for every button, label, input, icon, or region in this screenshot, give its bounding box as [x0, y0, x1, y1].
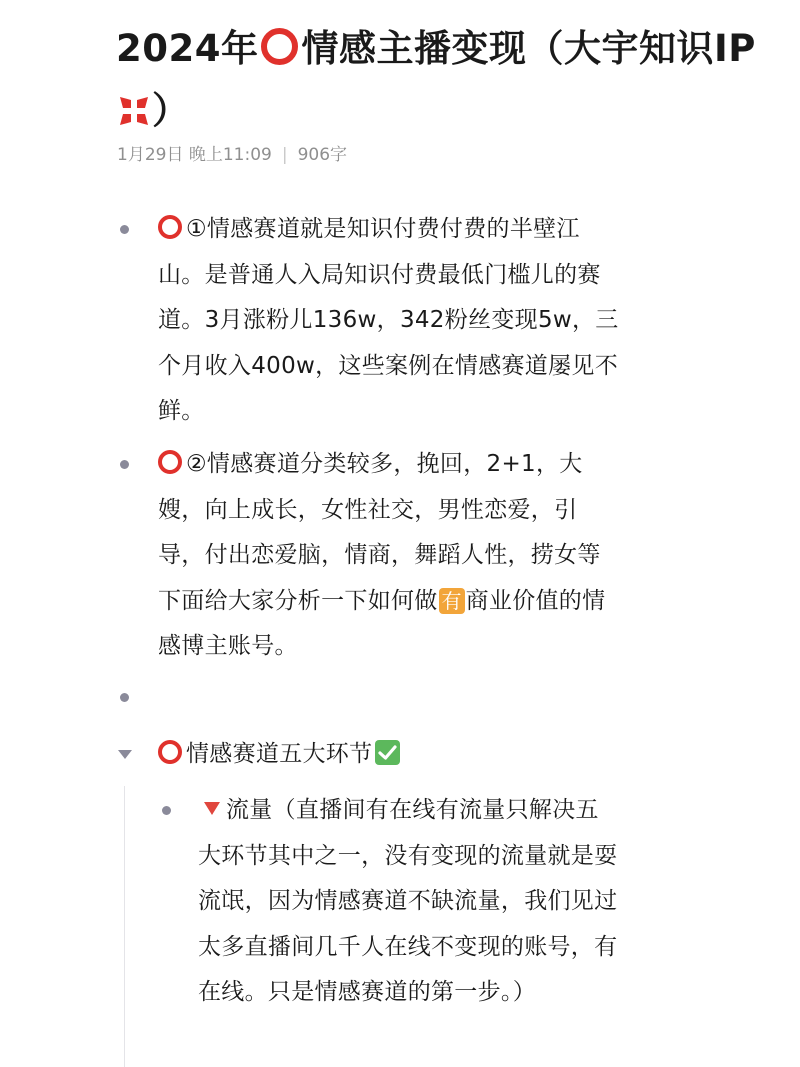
list-item-text: ①情感赛道就是知识付费付费的半壁江山。是普通人入局知识付费最低门槛儿的赛道。3月涨粉儿136w，342粉丝变现5w，三个月收入400w，这些案例在情感赛道屡见不鲜。: [158, 216, 619, 424]
title-text-main: 情感主播变现（大宇知识IP: [301, 27, 756, 70]
list-item: [158, 442, 620, 670]
heavy-large-circle-icon: [158, 450, 182, 474]
list-item: [158, 732, 620, 778]
indent-guide-line: [124, 786, 125, 1067]
list-item: [158, 207, 620, 435]
list-item-bullet[interactable]: [120, 460, 129, 469]
list-item-text: 情感赛道五大环节: [186, 741, 373, 767]
note-meta: [117, 142, 347, 168]
page-title: [116, 18, 756, 142]
red-down-triangle-icon: [204, 802, 220, 815]
sub-list-item-bullet[interactable]: [162, 806, 171, 815]
heavy-large-circle-icon: [158, 215, 182, 239]
sub-list-item-text: 流量（直播间有在线有流量只解决五大环节其中之一，没有变现的流量就是耍流氓，因为情感赛道不缺流量，我们见过太多直播间几千人在线不变现的账号，有在线。只是情感赛道的第一步。）: [198, 797, 618, 1005]
list-item-bullet[interactable]: [120, 225, 129, 234]
note-date: 1月29日 晚上11:09: [117, 145, 272, 165]
check-mark-button-icon: [375, 740, 400, 765]
meta-separator: |: [281, 145, 288, 165]
list-item-bullet[interactable]: [120, 693, 129, 702]
title-text-close: ）: [152, 89, 190, 132]
list-item-text: ②情感赛道分类较多，挽回，2+1，大嫂，向上成长，女性社交，男性恋爱，引导，付出恋爱脑，情商，舞蹈人性，捞女等下面给大家分析一下如何做: [158, 451, 601, 614]
list-item-text-continued: 商业价值的情感博主账号。: [158, 587, 606, 659]
collapse-toggle-icon[interactable]: [118, 750, 132, 759]
title-text-year: 2024年: [116, 27, 259, 70]
word-count: 906字: [297, 145, 348, 165]
japanese-not-free-of-charge-icon: 有: [439, 588, 465, 614]
heavy-large-circle-icon: [261, 28, 298, 65]
sub-list-item: [198, 788, 620, 1016]
anger-symbol-icon: [116, 93, 152, 129]
heavy-large-circle-icon: [158, 740, 182, 764]
